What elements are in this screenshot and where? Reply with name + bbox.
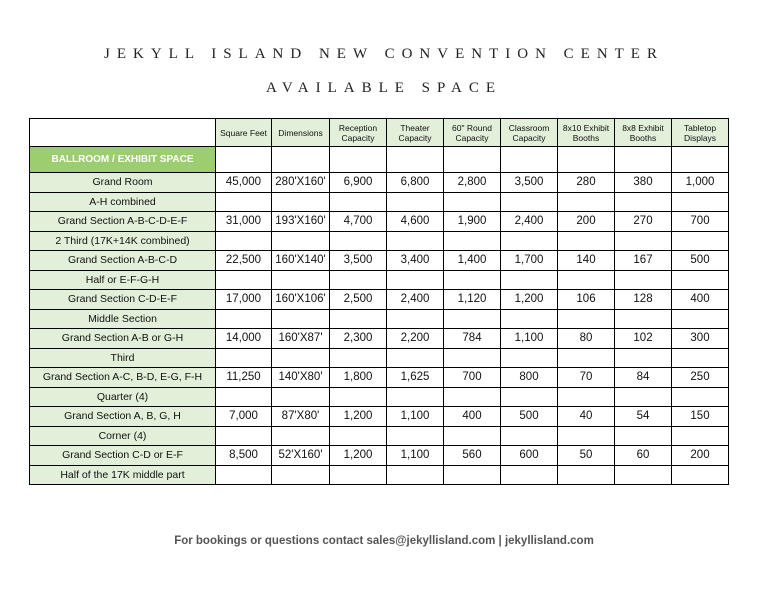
value-cell: 40 [558,407,615,427]
value-cell: 11,250 [216,368,272,388]
row-label: Grand Section C-D or E-F [30,446,216,466]
value-cell: 31,000 [216,212,272,232]
value-cell [444,465,501,485]
table-row [30,290,729,310]
value-cell: 280 [558,173,615,193]
value-cell: 500 [672,251,729,271]
table-row [30,270,729,290]
table-row [30,465,729,485]
value-cell [558,231,615,251]
value-cell [558,387,615,407]
value-cell [672,270,729,290]
value-cell [272,270,330,290]
table-row [30,309,729,329]
value-cell: 160'X140' [272,251,330,271]
table-row [30,348,729,368]
table-row [30,231,729,251]
header-cell: Dimensions [272,119,330,147]
empty-cell [615,147,672,173]
row-label: Grand Section A-B-C-D [30,251,216,271]
table-row [30,368,729,388]
value-cell [615,465,672,485]
value-cell: 4,600 [387,212,444,232]
row-label: Middle Section [30,309,216,329]
value-cell [272,231,330,251]
row-label: Grand Section A-B or G-H [30,329,216,349]
value-cell: 150 [672,407,729,427]
value-cell [615,348,672,368]
value-cell: 700 [444,368,501,388]
value-cell: 3,400 [387,251,444,271]
value-cell: 1,200 [330,407,387,427]
value-cell [501,426,558,446]
value-cell [387,348,444,368]
value-cell [558,309,615,329]
value-cell [272,309,330,329]
table-row [30,446,729,466]
value-cell: 1,900 [444,212,501,232]
value-cell [330,270,387,290]
value-cell [330,192,387,212]
value-cell [387,231,444,251]
empty-cell [387,147,444,173]
row-label: Third [30,348,216,368]
value-cell: 1,200 [330,446,387,466]
value-cell: 1,625 [387,368,444,388]
value-cell [672,348,729,368]
value-cell [216,231,272,251]
value-cell [501,387,558,407]
value-cell [615,192,672,212]
value-cell: 84 [615,368,672,388]
value-cell [216,192,272,212]
empty-cell [501,147,558,173]
document-subtitle: AVAILABLE SPACE [265,80,502,96]
value-cell [615,231,672,251]
row-label: Half of the 17K middle part [30,465,216,485]
header-cell: Square Feet [216,119,272,147]
header-cell: 60" Round Capacity [444,119,501,147]
value-cell [272,387,330,407]
value-cell: 1,100 [501,329,558,349]
value-cell: 140 [558,251,615,271]
value-cell: 87'X80' [272,407,330,427]
empty-cell [558,147,615,173]
value-cell [558,192,615,212]
value-cell: 200 [672,446,729,466]
value-cell [444,348,501,368]
value-cell: 270 [615,212,672,232]
empty-cell [272,147,330,173]
value-cell: 500 [501,407,558,427]
header-cell: Theater Capacity [387,119,444,147]
section-row [30,147,729,173]
value-cell [672,231,729,251]
row-label: Grand Section A-B-C-D-E-F [30,212,216,232]
value-cell [216,270,272,290]
value-cell [558,465,615,485]
value-cell [272,426,330,446]
value-cell [330,387,387,407]
value-cell [501,192,558,212]
value-cell: 2,400 [387,290,444,310]
table-row [30,173,729,193]
value-cell [216,426,272,446]
value-cell: 54 [615,407,672,427]
value-cell [444,231,501,251]
value-cell: 2,200 [387,329,444,349]
value-cell: 14,000 [216,329,272,349]
value-cell: 60 [615,446,672,466]
value-cell [558,426,615,446]
value-cell [672,426,729,446]
value-cell: 6,800 [387,173,444,193]
value-cell [501,348,558,368]
value-cell: 2,800 [444,173,501,193]
value-cell: 22,500 [216,251,272,271]
value-cell [272,192,330,212]
value-cell: 6,900 [330,173,387,193]
value-cell [501,465,558,485]
value-cell: 106 [558,290,615,310]
table-row [30,251,729,271]
value-cell: 70 [558,368,615,388]
value-cell: 193'X160' [272,212,330,232]
row-label: Grand Section A-C, B-D, E-G, F-H [30,368,216,388]
value-cell [444,309,501,329]
value-cell: 140'X80' [272,368,330,388]
value-cell [216,348,272,368]
value-cell: 600 [501,446,558,466]
value-cell [444,270,501,290]
empty-cell [330,147,387,173]
value-cell: 1,800 [330,368,387,388]
value-cell: 3,500 [330,251,387,271]
value-cell [387,387,444,407]
value-cell [558,348,615,368]
value-cell: 300 [672,329,729,349]
header-cell: Reception Capacity [330,119,387,147]
value-cell: 400 [444,407,501,427]
value-cell: 160'X87' [272,329,330,349]
value-cell [672,465,729,485]
value-cell [501,309,558,329]
value-cell: 52'X160' [272,446,330,466]
table-row [30,387,729,407]
value-cell [558,270,615,290]
value-cell [387,426,444,446]
space-table [29,118,729,485]
row-label: Half or E-F-G-H [30,270,216,290]
header-cell: Tabletop Displays [672,119,729,147]
footer-contact: For bookings or questions contact sales@jekyllisland.com | jekyllisland.com [174,535,594,547]
row-label: Grand Section A, B, G, H [30,407,216,427]
value-cell: 2,500 [330,290,387,310]
value-cell: 2,300 [330,329,387,349]
value-cell: 1,200 [501,290,558,310]
value-cell: 45,000 [216,173,272,193]
value-cell [330,426,387,446]
value-cell: 8,500 [216,446,272,466]
value-cell: 1,400 [444,251,501,271]
value-cell: 2,400 [501,212,558,232]
value-cell [444,426,501,446]
row-label: Grand Room [30,173,216,193]
value-cell: 128 [615,290,672,310]
row-label: Grand Section C-D-E-F [30,290,216,310]
empty-cell [216,147,272,173]
value-cell: 380 [615,173,672,193]
value-cell [330,231,387,251]
value-cell: 7,000 [216,407,272,427]
value-cell [615,387,672,407]
value-cell [272,348,330,368]
value-cell [330,465,387,485]
row-label: Corner (4) [30,426,216,446]
value-cell [672,192,729,212]
value-cell [444,192,501,212]
value-cell: 160'X106' [272,290,330,310]
header-cell: 8x8 Exhibit Booths [615,119,672,147]
value-cell [501,270,558,290]
table-row [30,192,729,212]
value-cell: 1,120 [444,290,501,310]
header-cell: Classroom Capacity [501,119,558,147]
row-label: A-H combined [30,192,216,212]
value-cell: 80 [558,329,615,349]
value-cell: 400 [672,290,729,310]
value-cell [672,309,729,329]
value-cell: 1,700 [501,251,558,271]
table-row [30,329,729,349]
value-cell: 800 [501,368,558,388]
row-label: Quarter (4) [30,387,216,407]
empty-cell [672,147,729,173]
value-cell [216,465,272,485]
value-cell: 50 [558,446,615,466]
header-row [30,119,729,147]
table-row [30,426,729,446]
value-cell: 17,000 [216,290,272,310]
value-cell: 280'X160' [272,173,330,193]
value-cell: 200 [558,212,615,232]
value-cell [444,387,501,407]
value-cell: 102 [615,329,672,349]
value-cell: 560 [444,446,501,466]
value-cell: 4,700 [330,212,387,232]
header-cell-blank [30,119,216,147]
value-cell [615,270,672,290]
value-cell [330,309,387,329]
value-cell [216,309,272,329]
value-cell [216,387,272,407]
document-title: JEKYLL ISLAND NEW CONVENTION CENTER [104,46,664,62]
value-cell: 1,000 [672,173,729,193]
value-cell [387,270,444,290]
value-cell [387,192,444,212]
value-cell [387,465,444,485]
value-cell [672,387,729,407]
value-cell [387,309,444,329]
row-label: 2 Third (17K+14K combined) [30,231,216,251]
value-cell: 3,500 [501,173,558,193]
value-cell: 700 [672,212,729,232]
value-cell: 250 [672,368,729,388]
value-cell: 1,100 [387,446,444,466]
value-cell [501,231,558,251]
table-row [30,212,729,232]
header-cell: 8x10 Exhibit Booths [558,119,615,147]
value-cell [272,465,330,485]
empty-cell [444,147,501,173]
section-label: BALLROOM / EXHIBIT SPACE [30,147,216,173]
value-cell: 1,100 [387,407,444,427]
table-row [30,407,729,427]
value-cell: 167 [615,251,672,271]
value-cell [615,309,672,329]
value-cell [615,426,672,446]
value-cell [330,348,387,368]
value-cell: 784 [444,329,501,349]
